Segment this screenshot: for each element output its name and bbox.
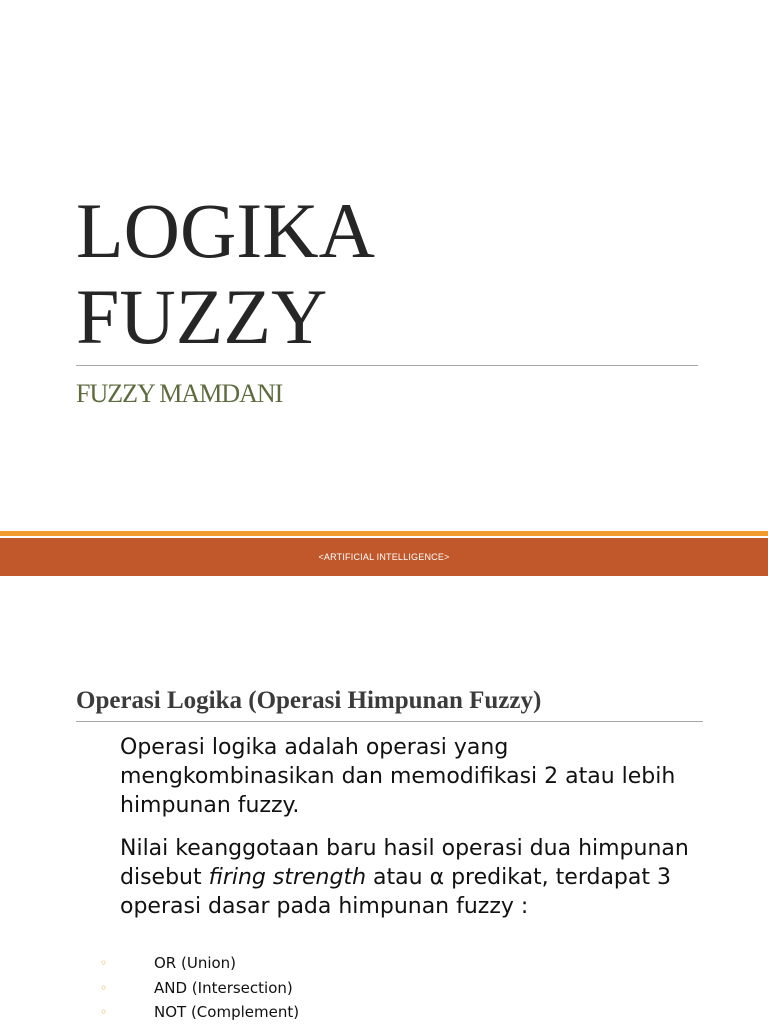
- title-line-1: LOGIKA: [76, 187, 375, 274]
- paragraph-definition: Operasi logika adalah operasi yang mengkombinasikan dan memodifikasi 2 atau lebih himpunan fuzzy.: [120, 735, 676, 818]
- bullet-icon: ◦: [100, 980, 108, 995]
- paragraph-firing-strength: [120, 834, 720, 921]
- para2-text-b: atau: [366, 865, 430, 890]
- slide-subtitle: FUZZY MAMDANI: [76, 379, 283, 408]
- bullet-icon: ◦: [100, 956, 108, 970]
- list-item-label: OR (Union): [154, 954, 237, 972]
- para2-text-a: Nilai keanggotaan baru hasil operasi dua himpunan disebut: [120, 836, 689, 890]
- list-item-label: AND (Intersection): [154, 978, 293, 997]
- para2-emphasis: firing strength: [208, 865, 367, 890]
- para2-text-c: predikat, terdapat 3 operasi dasar pada himpunan fuzzy :: [120, 865, 671, 919]
- list-item-label: NOT (Complement): [154, 1003, 300, 1021]
- title-line-2: FUZZY: [76, 273, 328, 360]
- title-divider: [76, 365, 698, 366]
- footer-text: <ARTIFICIAL INTELLIGENCE>: [318, 552, 450, 562]
- slide2-divider: [76, 721, 703, 722]
- bullet-icon: ◦: [100, 1005, 108, 1019]
- alpha-symbol: α: [429, 865, 445, 890]
- slide2-heading: Operasi Logika (Operasi Himpunan Fuzzy): [76, 687, 542, 714]
- slide-title: [76, 188, 375, 360]
- footer-accent-line: [0, 531, 768, 536]
